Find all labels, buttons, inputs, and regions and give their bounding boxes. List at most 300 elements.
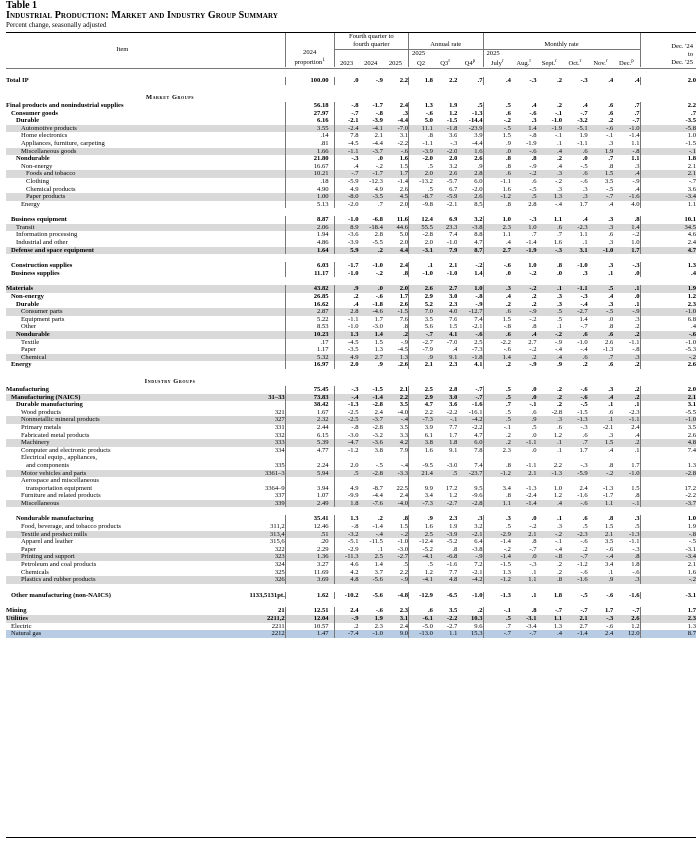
row-naics: 315,6 (269, 538, 285, 546)
row-value: .5 (477, 101, 483, 109)
row-value: -1.0 (372, 262, 383, 270)
row-proportion: 4.86 (285, 239, 334, 247)
row-label: Computer and electronic products (21, 446, 111, 454)
row-value: 2.7 (433, 285, 457, 293)
row-value: .8 (531, 538, 537, 546)
row-value: -.3 (450, 139, 458, 147)
row-value: 2.8 (449, 385, 458, 393)
row-proportion: 1.07 (285, 492, 334, 500)
row-label: Non-energy (21, 162, 53, 170)
row-value: 1.2 (553, 431, 563, 439)
row-value: .4 (640, 270, 696, 278)
row-value: -1.4 (629, 132, 640, 140)
row-proportion: 2.06 (285, 224, 334, 232)
row-naics (239, 270, 286, 278)
row-value: .0 (483, 270, 511, 278)
row-value: -1.1 (511, 439, 537, 447)
row-naics (239, 117, 286, 125)
row-value: .4 (537, 354, 563, 362)
row-value: 1.9 (449, 523, 458, 531)
row-value: .9 (477, 162, 483, 170)
row-value: .1 (608, 568, 614, 576)
row-value: 9.1 (433, 354, 457, 362)
row-value: -10.2 (334, 592, 358, 600)
row-value: .9 (511, 416, 537, 424)
row-value: -.2 (554, 177, 563, 185)
row-naics (239, 323, 286, 331)
row-value: 2.6 (613, 615, 640, 623)
row-label: Electric (11, 622, 32, 630)
row-value: 1.3 (383, 354, 409, 362)
row-value: .4 (452, 346, 458, 354)
row-label: Nonmetallic mineral products (6, 416, 239, 424)
row-value: .5 (433, 470, 457, 478)
row-value: -1.5 (446, 117, 458, 125)
row-value: -.7 (580, 607, 588, 615)
row-proportion: 100.00 (285, 77, 334, 85)
row-value: 2.9 (409, 293, 433, 301)
row-value: -1.4 (526, 239, 537, 247)
table-row (6, 531, 696, 539)
row-value: -3.7 (640, 500, 696, 508)
table-row (6, 386, 696, 394)
row-value: -5.1 (334, 538, 358, 546)
row-value: 2.2 (449, 77, 458, 85)
row-label: Non-energy (11, 293, 44, 301)
row-naics (239, 186, 286, 194)
row-value: -2.1 (472, 323, 483, 331)
row-value: -7.4 (334, 630, 358, 638)
row-value: -7.0 (383, 125, 409, 133)
row-value: 5.0 (409, 117, 433, 125)
col-monthly-4 (588, 58, 614, 68)
row-value: -.9 (511, 308, 537, 316)
row-value: -.9 (613, 308, 640, 316)
col-annual-2 (457, 58, 483, 68)
row-value: .2 (359, 247, 383, 255)
row-value: -5.9 (334, 178, 358, 186)
row-value: 2.0 (409, 239, 433, 247)
row-value: -.6 (606, 622, 614, 630)
row-value: .2 (613, 439, 640, 447)
row-value: .3 (613, 354, 640, 362)
table-row (6, 178, 696, 186)
row-naics (239, 316, 286, 324)
row-value: .3 (608, 262, 614, 270)
row-value: .7 (483, 623, 511, 631)
col-monthly-5 (613, 58, 640, 68)
row-naics: 324 (274, 561, 285, 569)
row-value: 3.5 (605, 538, 614, 546)
row-value: 1.6 (457, 148, 483, 156)
row-proportion: 2.29 (285, 546, 334, 554)
row-value: 3.0 (449, 293, 458, 301)
row-value: -3.5 (640, 117, 696, 125)
spacer-row (6, 69, 696, 78)
row-value: 4.7 (640, 247, 696, 255)
row-value: 1.2 (631, 622, 640, 630)
table-row (6, 432, 696, 440)
row-value: -.2 (537, 331, 563, 339)
row-value: 3.9 (474, 132, 483, 140)
row-value: -.2 (483, 117, 511, 125)
row-value: 1.1 (553, 216, 563, 224)
row-value: -2.7 (562, 308, 588, 316)
row-value: 1.5 (449, 323, 458, 331)
row-value: -11.5 (369, 538, 383, 546)
row-value: -2.5 (334, 409, 358, 417)
row-value: 1.5 (588, 170, 614, 178)
table-row (6, 77, 696, 85)
row-value: .2 (511, 354, 537, 362)
row-value: -1.0 (640, 416, 696, 424)
row-value: .4 (483, 293, 511, 301)
col-item: Item (116, 46, 129, 54)
row-value: -3.1 (511, 615, 537, 623)
row-value: 1.3 (334, 515, 358, 523)
row-value: -.8 (334, 424, 358, 432)
row-value: -1.0 (409, 270, 433, 278)
table-row (6, 569, 696, 577)
row-proportion: 3.94 (285, 485, 334, 493)
row-value: .3 (537, 170, 563, 178)
row-proportion: 3.69 (285, 576, 334, 584)
table-subtitle: Percent change, seasonally adjusted (6, 21, 107, 29)
row-proportion: 1.00 (285, 193, 334, 201)
row-value: 1.6 (409, 447, 433, 455)
col-naics-blank (239, 33, 286, 67)
row-proportion: 5.39 (285, 439, 334, 447)
row-value: -4.4 (397, 117, 409, 125)
row-naics (239, 386, 286, 394)
row-value: -7.3 (409, 416, 433, 424)
row-value: -8.7 (409, 193, 433, 201)
row-proportion: 11.69 (285, 569, 334, 577)
row-value: -1.2 (483, 576, 511, 584)
row-value: -2.8 (372, 423, 383, 431)
row-value: -.5 (580, 401, 588, 409)
row-value: 7.6 (449, 315, 458, 323)
row-naics (239, 231, 286, 239)
row-label: Miscellaneous (6, 500, 239, 508)
row-value: -2.2 (433, 615, 457, 623)
row-value: -1.4 (562, 630, 588, 638)
row-value: 34.5 (640, 224, 696, 232)
row-value: -.8 (375, 109, 383, 117)
row-label: Natural gas (6, 630, 239, 638)
row-value: 2.6 (409, 285, 433, 293)
row-value: .9 (588, 576, 614, 584)
row-value: .9 (409, 354, 433, 362)
row-value: 1.0 (483, 216, 511, 224)
row-value: 1.8 (433, 439, 457, 447)
row-value: -.4 (400, 461, 409, 469)
row-value: 1.5 (399, 523, 409, 531)
row-naics: 3364–9 (264, 484, 285, 492)
row-value: -.2 (529, 269, 537, 277)
row-value: -5.0 (409, 623, 433, 631)
row-value: 2.6 (474, 155, 483, 163)
row-value (588, 477, 614, 485)
row-value: .0 (359, 285, 383, 293)
row-value: -3.4 (526, 622, 537, 630)
table-label: Table 1 (6, 0, 38, 11)
table-row (6, 630, 696, 638)
row-value: .3 (582, 269, 588, 277)
row-value: .2 (557, 385, 563, 393)
row-value: .8 (608, 162, 614, 170)
row-value: -.6 (409, 110, 433, 118)
row-value: .0 (531, 446, 537, 454)
row-value: .8 (608, 515, 614, 523)
row-value: -23.9 (457, 125, 483, 133)
spacer-row (6, 584, 696, 592)
row-value: .5 (483, 523, 511, 531)
row-value: -1.0 (588, 247, 614, 255)
row-value: -9.9 (334, 492, 358, 500)
row-value: .1 (634, 300, 640, 308)
row-value: .6 (608, 101, 614, 109)
row-naics: 322 (274, 545, 285, 553)
row-label: Wood products (21, 408, 61, 416)
row-proportion: 43.82 (285, 285, 334, 293)
col-monthly-1-sup: r (529, 58, 532, 64)
row-value: 1.7 (449, 431, 458, 439)
row-value: 15.3 (457, 630, 483, 638)
row-value: .8 (483, 201, 511, 209)
col-monthly-5-sup: p (631, 58, 634, 64)
row-naics (239, 308, 286, 316)
row-proportion: 16.67 (285, 163, 334, 171)
row-value: .5 (483, 386, 511, 394)
row-value: -4.5 (334, 339, 358, 347)
row-value: 1.7 (631, 461, 640, 469)
row-value: .2 (634, 323, 640, 331)
row-value: -.1 (433, 416, 457, 424)
row-value: -.2 (529, 523, 537, 531)
col-q4-2024: 2024 (364, 59, 378, 67)
row-value: -3.7 (359, 148, 383, 156)
row-value: -2.0 (334, 201, 358, 209)
row-value: -2.2 (640, 492, 696, 500)
row-value: 2.4 (399, 262, 409, 270)
col-proportion-sup: 1 (322, 58, 325, 64)
row-value: .8 (608, 323, 614, 331)
row-value: -.6 (580, 177, 588, 185)
row-value: -.2 (529, 315, 537, 323)
row-value: 1.3 (553, 622, 563, 630)
row-value: 2.1 (640, 394, 696, 402)
row-value: -5.2 (446, 538, 458, 546)
col-group-q4-text: Fourth quarter to fourth quarter (348, 33, 394, 48)
bottom-rule (6, 837, 696, 838)
row-value: .0 (608, 315, 614, 323)
row-label: Materials (6, 285, 239, 293)
row-value: -.3 (529, 216, 537, 224)
row-value: .2 (634, 385, 640, 393)
row-value: -.7 (483, 630, 511, 638)
row-value: 11.6 (396, 216, 409, 224)
row-value: -3.1 (640, 546, 696, 554)
row-value: 2.0 (334, 361, 358, 369)
row-value: -5.9 (433, 193, 457, 201)
row-value: 4.9 (334, 354, 358, 362)
row-value: -3.6 (334, 231, 358, 239)
table-row (6, 224, 696, 232)
table-row (6, 361, 696, 369)
row-value: .3 (557, 300, 563, 308)
row-value: 2.4 (631, 423, 640, 431)
row-naics: 2212 (239, 630, 286, 638)
row-naics: 3361–3 (239, 470, 286, 478)
row-value: -.5 (529, 185, 537, 193)
table-row (6, 140, 696, 148)
row-value: -7.6 (359, 500, 383, 508)
row-value: .3 (634, 315, 640, 323)
row-value: -1.2 (483, 193, 511, 201)
row-naics (239, 224, 286, 232)
row-value: .5 (537, 308, 563, 316)
row-value: 3.6 (449, 401, 458, 409)
row-proportion: 8.87 (285, 216, 334, 224)
row-value: -.2 (640, 576, 696, 584)
row-value: -5.2 (409, 546, 433, 554)
row-value (383, 477, 409, 485)
row-value: -3.0 (397, 545, 409, 553)
row-value: .4 (334, 163, 358, 171)
row-proportion: 35.41 (285, 515, 334, 523)
row-value: -13.0 (409, 630, 433, 638)
table-row (6, 592, 696, 600)
row-value: -.2 (588, 470, 614, 478)
row-value: 2.6 (640, 432, 696, 440)
col-annual-0-label: Q2 (416, 59, 426, 67)
row-value: -4.0 (397, 408, 409, 416)
row-value: 3.1 (562, 247, 588, 255)
row-value: -.9 (529, 361, 537, 369)
row-value: .7 (608, 155, 614, 163)
row-value: 12.4 (409, 216, 433, 224)
row-value: 4.9 (334, 186, 358, 194)
row-value: 1.4 (374, 561, 383, 569)
row-value: 1.1 (631, 139, 640, 147)
row-value: 1.7 (399, 293, 409, 301)
row-value: 1.1 (511, 576, 537, 584)
row-value: -.2 (383, 531, 409, 539)
row-value: -1.5 (483, 561, 511, 569)
row-value: 1.4 (483, 354, 511, 362)
row-value: 1.4 (474, 269, 483, 277)
row-value: -6.8 (372, 216, 383, 224)
row-value: -.2 (375, 269, 383, 277)
row-value: .8 (634, 216, 640, 224)
row-value: 9.5 (474, 484, 483, 492)
row-value: -1.0 (613, 470, 640, 478)
row-label: Chemicals (21, 568, 49, 576)
row-value: .0 (483, 148, 511, 156)
row-value: -9.6 (472, 492, 483, 500)
row-value: -.8 (529, 132, 537, 140)
row-value: 1.1 (433, 630, 457, 638)
col-monthly-2-label: Sept. (541, 59, 556, 67)
table-row (6, 470, 696, 478)
row-value: 6.1 (409, 432, 433, 440)
row-value: -1.1 (526, 461, 537, 469)
row-value: -.4 (580, 300, 588, 308)
row-value: 2.0 (449, 155, 458, 163)
row-value: 1.4 (579, 315, 588, 323)
col-monthly-3 (562, 58, 588, 68)
row-value: 1.3 (537, 193, 563, 201)
row-label: Appliances, furniture, carpeting (21, 139, 105, 147)
table-row (6, 553, 696, 561)
row-value: -1.4 (483, 538, 511, 546)
row-naics (239, 477, 286, 485)
spacer-row (6, 85, 696, 93)
row-value: .5 (511, 193, 537, 201)
row-label: Primary metals (21, 423, 62, 431)
row-value: -16.1 (468, 408, 483, 416)
row-value: 3.1 (640, 401, 696, 409)
row-value: .6 (588, 331, 614, 339)
row-value: 9.9 (409, 485, 433, 493)
row-value: .5 (483, 409, 511, 417)
col-monthly-1 (511, 58, 537, 68)
row-proportion: 6.16 (285, 117, 334, 125)
row-value: 3.3 (399, 431, 409, 439)
row-value: -.6 (511, 148, 537, 156)
row-value: 2.4 (640, 239, 696, 247)
row-value: -.2 (475, 262, 483, 270)
row-label: Final products and nonindustrial supplies (6, 101, 124, 109)
row-value: 3.5 (640, 424, 696, 432)
row-naics (239, 339, 286, 347)
row-value: .0 (511, 553, 537, 561)
row-value: 1.6 (399, 155, 409, 163)
row-value: -2.9 (483, 531, 511, 539)
row-value: 2.1 (409, 361, 433, 369)
row-value: 7.7 (449, 568, 458, 576)
row-value: -1.4 (372, 523, 383, 531)
row-value: 1.7 (374, 315, 383, 323)
row-value (562, 454, 588, 462)
row-value: 7.9 (399, 446, 409, 454)
row-value (483, 477, 511, 485)
row-value: -4.4 (372, 492, 383, 500)
row-value: -5.7 (446, 177, 458, 185)
row-value: -1.0 (397, 538, 409, 546)
row-value: 1.8 (640, 155, 696, 163)
row-value (537, 454, 563, 462)
row-label: Electrical equip., appliances, (21, 454, 97, 462)
row-value: 2.1 (449, 262, 458, 270)
col-group-monthly: Monthly rate (483, 33, 640, 50)
table-row (6, 477, 696, 485)
row-value: 3.6 (640, 186, 696, 194)
row-label: Automotive products (6, 125, 239, 133)
row-value: -8.0 (334, 193, 358, 201)
row-value: -.8 (640, 531, 696, 539)
row-value (613, 454, 640, 462)
row-value: -.8 (483, 323, 511, 331)
row-proportion: 2.49 (285, 500, 334, 508)
row-value: .4 (537, 500, 563, 508)
row-value: .3 (634, 515, 640, 523)
row-value: .5 (634, 523, 640, 531)
row-value: -2.2 (446, 408, 458, 416)
row-value: 3.8 (409, 439, 433, 447)
row-value: 3.2 (449, 162, 458, 170)
